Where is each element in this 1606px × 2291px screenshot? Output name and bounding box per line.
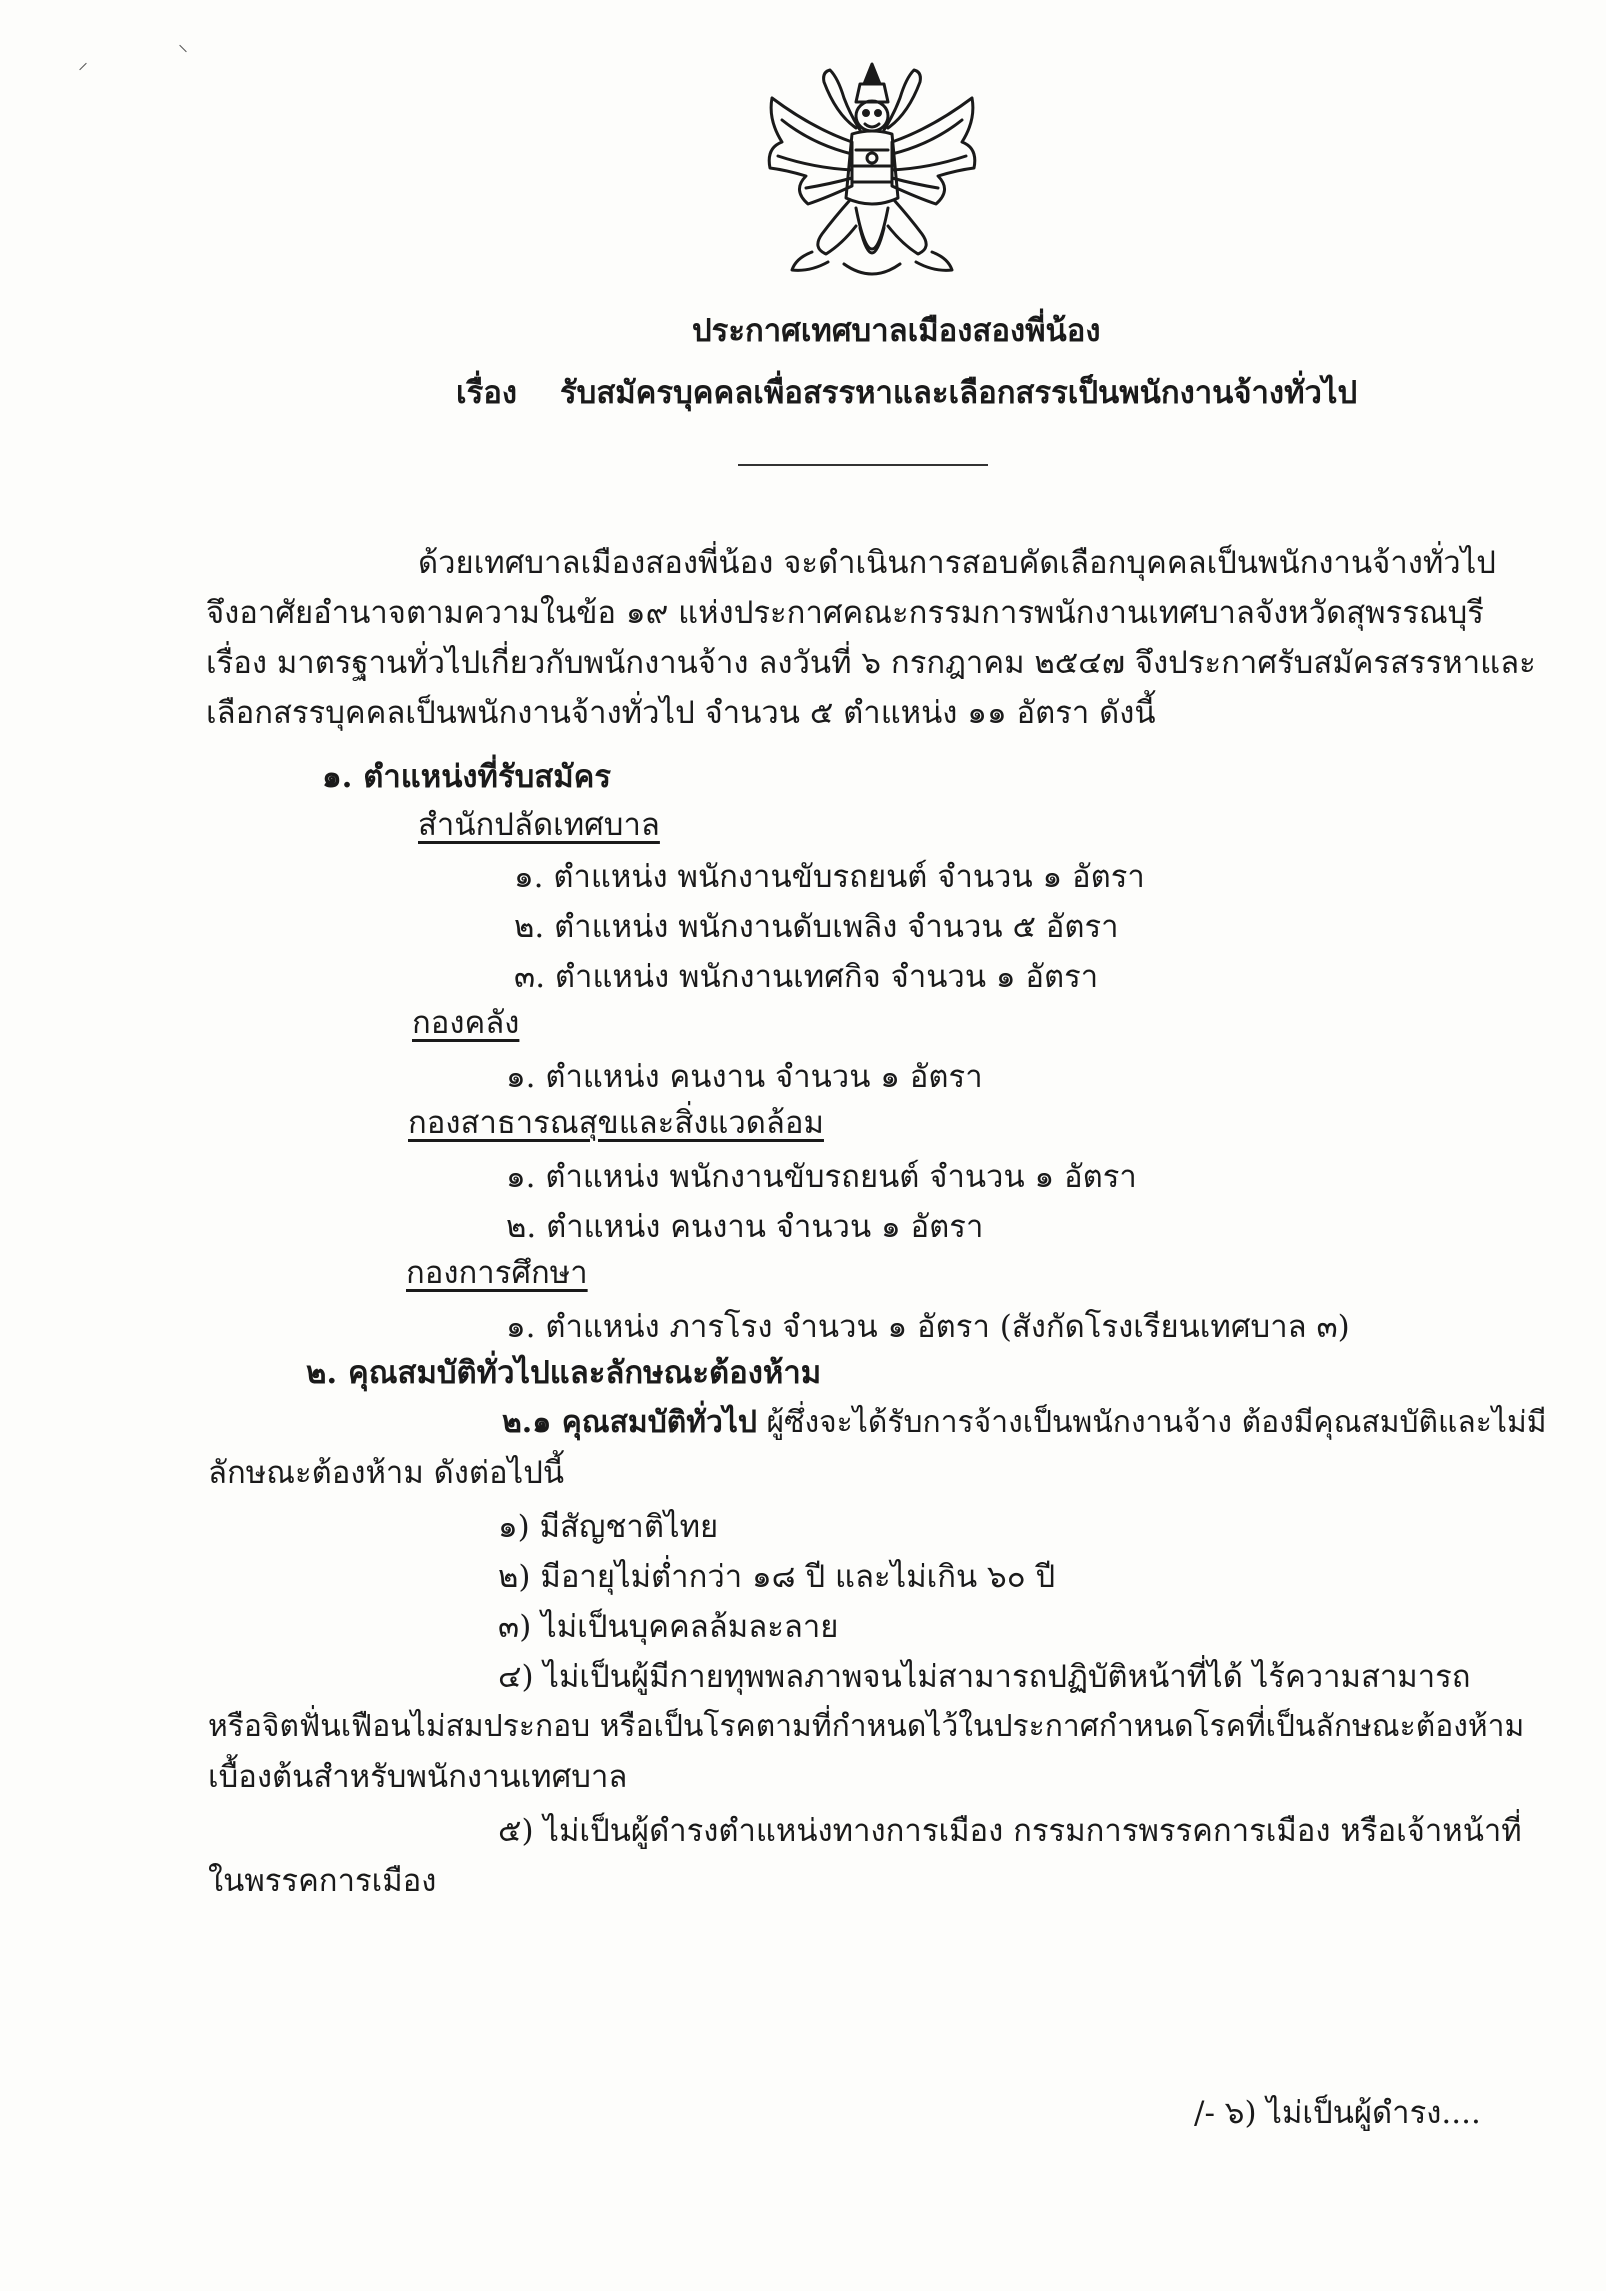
header-divider [738, 464, 988, 466]
intro-line-4: เลือกสรรบุคคลเป็นพนักงานจ้างทั่วไป จำนวน ๕ ตำแหน่ง ๑๑ อัตรา ดังนี้ [206, 695, 1156, 731]
position-item: ๑. ตำแหน่ง พนักงานขับรถยนต์ จำนวน ๑ อัตรา [506, 1159, 1137, 1195]
intro-line-3: เรื่อง มาตรฐานทั่วไปเกี่ยวกับพนักงานจ้าง ลงวันที่ ๖ กรกฎาคม ๒๕๔๗ จึงประกาศรับสมัครสรรหาและ [206, 645, 1536, 681]
department-heading: กองสาธารณสุขและสิ่งแวดล้อม [408, 1105, 824, 1141]
qualification-item-cont: ในพรรคการเมือง [208, 1863, 437, 1899]
department-heading: กองการศึกษา [406, 1255, 588, 1291]
section-1-heading: ๑. ตำแหน่งที่รับสมัคร [322, 759, 612, 795]
position-item: ๒. ตำแหน่ง คนงาน จำนวน ๑ อัตรา [506, 1209, 984, 1245]
qualification-item: ๑) มีสัญชาติไทย [498, 1509, 719, 1545]
subsection-2-1-text: ผู้ซึ่งจะได้รับการจ้างเป็นพนักงานจ้าง ต้องมีคุณสมบัติและไม่มี [756, 1405, 1547, 1440]
position-item: ๑. ตำแหน่ง พนักงานขับรถยนต์ จำนวน ๑ อัตรา [514, 859, 1145, 895]
continuation-note: /- ๖) ไม่เป็นผู้ดำรง.... [1194, 2095, 1481, 2131]
qualification-item: ๓) ไม่เป็นบุคคลล้มละลาย [498, 1609, 839, 1645]
qualification-item: ๕) ไม่เป็นผู้ดำรงตำแหน่งทางการเมือง กรรมการพรรคการเมือง หรือเจ้าหน้าที่ [498, 1813, 1522, 1849]
qualification-item-cont: เบื้องต้นสำหรับพนักงานเทศบาล [208, 1759, 628, 1795]
qualification-item: ๒) มีอายุไม่ต่ำกว่า ๑๘ ปี และไม่เกิน ๖๐ ปี [498, 1559, 1056, 1595]
scan-mark: ⸌ [178, 40, 188, 64]
qualification-item-cont: หรือจิตฟั่นเฟือนไม่สมประกอบ หรือเป็นโรคตามที่กำหนดไว้ในประกาศกำหนดโรคที่เป็นลักษณะต้องห้าม [208, 1709, 1525, 1744]
position-item: ๓. ตำแหน่ง พนักงานเทศกิจ จำนวน ๑ อัตรา [514, 959, 1099, 995]
subsection-2-1-text-cont: ลักษณะต้องห้าม ดังต่อไปนี้ [208, 1455, 565, 1491]
subsection-2-1 [502, 1404, 1547, 1442]
garuda-emblem-icon [752, 58, 992, 294]
position-item: ๒. ตำแหน่ง พนักงานดับเพลิง จำนวน ๕ อัตรา [514, 909, 1119, 945]
qualification-item: ๔) ไม่เป็นผู้มีกายทุพพลภาพจนไม่สามารถปฏิบัติหน้าที่ได้ ไร้ความสามารถ [498, 1659, 1471, 1695]
scan-mark: ⸍ [78, 58, 88, 82]
position-item: ๑. ตำแหน่ง คนงาน จำนวน ๑ อัตรา [506, 1059, 983, 1095]
intro-line-2: จึงอาศัยอำนาจตามความในข้อ ๑๙ แห่งประกาศคณะกรรมการพนักงานเทศบาลจังหวัดสุพรรณบุรี [206, 595, 1484, 631]
section-2-heading: ๒. คุณสมบัติทั่วไปและลักษณะต้องห้าม [306, 1355, 822, 1391]
document-title: ประกาศเทศบาลเมืองสองพี่น้อง [692, 313, 1101, 349]
department-heading: กองคลัง [412, 1005, 520, 1041]
department-heading: สำนักปลัดเทศบาล [418, 807, 660, 843]
subject-label: เรื่อง [456, 375, 518, 411]
position-item: ๑. ตำแหน่ง ภารโรง จำนวน ๑ อัตรา (สังกัดโรงเรียนเทศบาล ๓) [506, 1309, 1350, 1345]
intro-line-1: ด้วยเทศบาลเมืองสองพี่น้อง จะดำเนินการสอบคัดเลือกบุคคลเป็นพนักงานจ้างทั่วไป [418, 545, 1496, 581]
document-subject: รับสมัครบุคคลเพื่อสรรหาและเลือกสรรเป็นพนักงานจ้างทั่วไป [560, 375, 1358, 411]
subsection-2-1-heading: ๒.๑ คุณสมบัติทั่วไป [502, 1405, 757, 1440]
